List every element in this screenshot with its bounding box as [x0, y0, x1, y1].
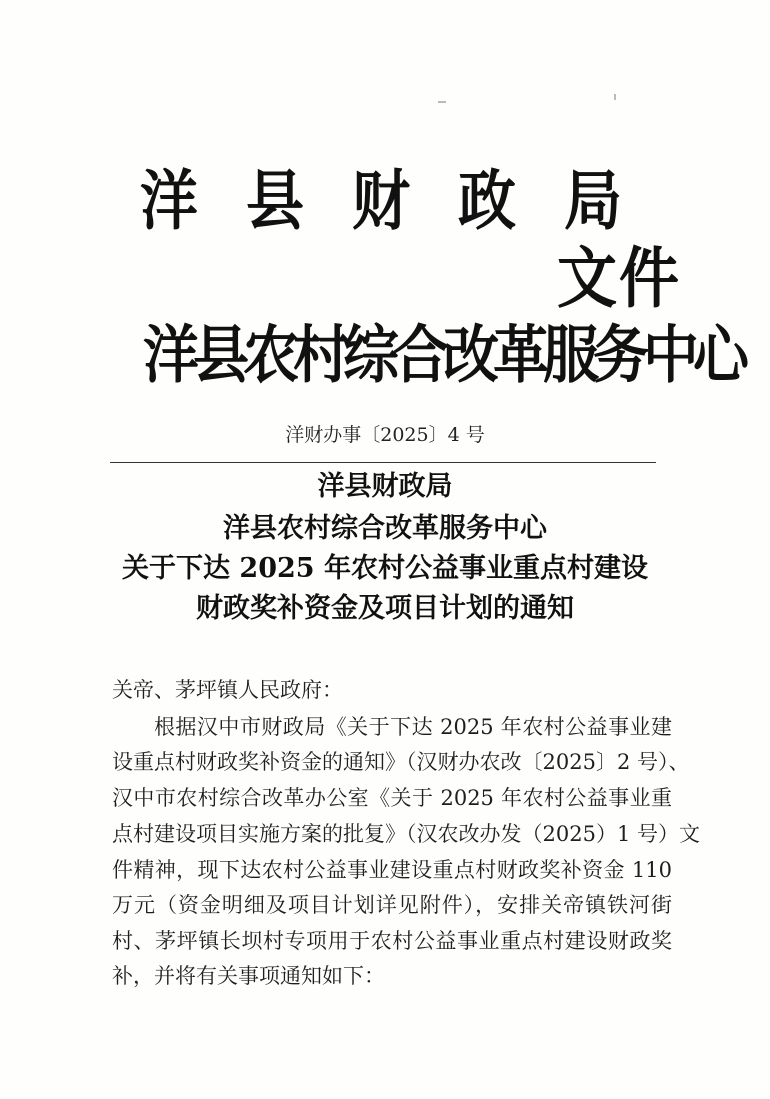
salutation: 关帝、茅坪镇人民政府： — [112, 678, 343, 702]
title-line: 洋县财政局 — [317, 471, 453, 502]
issuer-name-finance-bureau: 洋县财政局 — [140, 162, 671, 239]
body-text-line: 补，并将有关事项通知如下： — [112, 964, 385, 988]
body-text-line: 汉中市农村综合改革办公室《关于 2025 年农村公益事业重 — [112, 786, 672, 810]
scan-speck — [438, 101, 446, 103]
title-line: 关于下达 2025 年农村公益事业重点村建设 — [122, 553, 648, 584]
header-divider — [110, 462, 656, 463]
body-text-line: 万元（资金明细及项目计划详见附件），安排关帝镇铁河街 — [112, 893, 672, 917]
body-text-line: 设重点村财政奖补资金的通知》（汉财办农改〔2025〕2 号）、 — [112, 750, 690, 774]
body-text-line: 点村建设项目实施方案的批复》（汉农改办发（2025）1 号）文 — [112, 822, 700, 846]
scan-speck — [614, 94, 616, 100]
document-type-label: 文件 — [557, 240, 681, 318]
title-line: 财政奖补资金及项目计划的通知 — [196, 593, 574, 624]
document-number: 洋财办事〔2025〕4 号 — [285, 424, 485, 446]
body-text-line: 村、茅坪镇长坝村专项用于农村公益事业重点村建设财政奖 — [112, 929, 672, 953]
title-line: 洋县农村综合改革服务中心 — [223, 513, 547, 544]
issuer-name-reform-center: 洋县农村综合改革服务中心 — [143, 319, 743, 393]
body-text-line: 根据汉中市财政局《关于下达 2025 年农村公益事业建 — [154, 715, 672, 739]
body-text-line: 件精神，现下达农村公益事业建设重点村财政奖补资金 110 — [112, 858, 672, 882]
